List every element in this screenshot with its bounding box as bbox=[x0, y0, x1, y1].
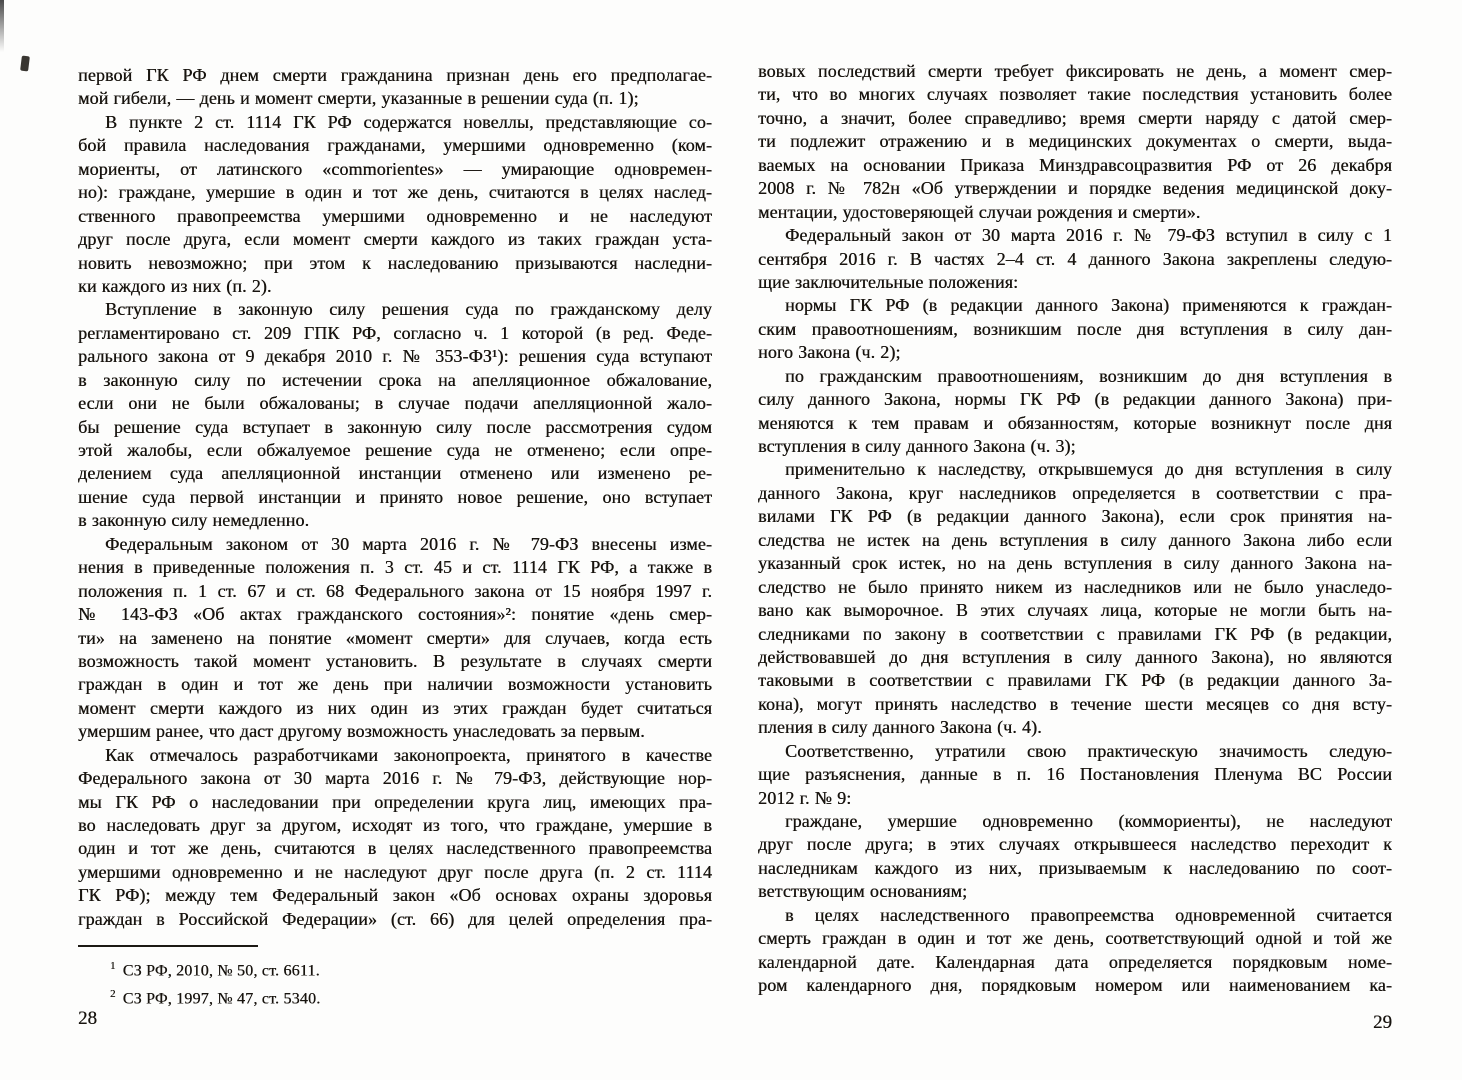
text-line: новить невозможно; при этом к наследованию призываются наследни- bbox=[78, 252, 712, 273]
text-line: ГК РФ); между тем Федеральный закон «Об основах охраны здоровья bbox=[78, 885, 712, 906]
text-line: возможность такой момент установить. В результате в случаях смерти bbox=[78, 650, 712, 671]
text-line: Соответственно, утратили свою практическую значимость следую- bbox=[785, 740, 1392, 761]
text-line: во наследовать друг за другом, исходят из того, что граждане, умершие в bbox=[78, 815, 712, 835]
text-line: ного Закона (ч. 2); bbox=[758, 342, 901, 363]
text-line: в законную силу по истечении срока на апелляционное обжалование, bbox=[78, 369, 712, 390]
text-line: ром календарного дня, порядковым номером или наименованием ка- bbox=[758, 975, 1392, 996]
text-line: Федерального закона от 30 марта 2016 г. № 79-ФЗ, действующие нор- bbox=[78, 768, 712, 789]
text-line: В пункте 2 ст. 1114 ГК РФ содержатся новеллы, представляющие со- bbox=[105, 111, 712, 132]
footnote-2 bbox=[78, 983, 712, 1011]
footnote-1 bbox=[78, 955, 712, 983]
text-line: первой ГК РФ днем смерти гражданина признан день его предполагае- bbox=[78, 65, 712, 85]
right-text-column bbox=[758, 60, 1392, 998]
text-line: следниками по закону в соответствии с правилами ГК РФ (в редакции, bbox=[758, 623, 1392, 644]
text-line: 2008 г. № 782н «Об утверждении и порядке ведения медицинской доку- bbox=[758, 178, 1392, 199]
text-line: Федеральным законом от 30 марта 2016 г. № 79-ФЗ внесены изме- bbox=[105, 533, 712, 554]
text-line: ки каждого из них (п. 2). bbox=[78, 275, 272, 296]
text-line: момент смерти каждого из них один из этих граждан будет считаться bbox=[78, 697, 712, 718]
text-line: данного Закона, круг наследников определяется в соответствии с пра- bbox=[758, 482, 1392, 503]
text-line: нения в приведенные положения п. 3 ст. 45 и ст. 1114 ГК РФ, а также в bbox=[78, 557, 712, 578]
text-line: друг после друга; в этих случаях открывшееся наследство переходит к bbox=[758, 834, 1392, 855]
page-number-right: 29 bbox=[1373, 1012, 1392, 1033]
footnote-block bbox=[78, 945, 712, 1011]
text-line: указанный срок истек, но на день вступления в силу данного Закона на- bbox=[758, 553, 1392, 574]
footnote-rule bbox=[78, 945, 258, 947]
text-line: ти подлежит отражению и в медицинских документах о смерти, выда- bbox=[758, 131, 1392, 152]
text-line: вано как выморочное. В этих случаях лица, которые не могли быть на- bbox=[758, 600, 1392, 621]
text-line: ти» на заменено на понятие «момент смерти» для случаев, когда есть bbox=[78, 627, 712, 648]
text-line: Федеральный закон от 30 марта 2016 г. № 79-ФЗ вступил в силу с 1 bbox=[785, 225, 1392, 246]
text-line: мой гибели, — день и момент смерти, указанные в решении суда (п. 1); bbox=[78, 88, 639, 109]
text-line: ственного правопреемства умершими одновременно и не наследуют bbox=[78, 205, 712, 226]
text-line: ваемых на основании Приказа Минздравсоцразвития РФ от 26 декабря bbox=[758, 154, 1392, 175]
scan-artifact-blob bbox=[20, 56, 30, 72]
text-line: смерть граждан в один и тот же день, соответствующий одной и той же bbox=[758, 928, 1392, 949]
text-line: граждане, умершие одновременно (коммориенты), не наследуют bbox=[785, 811, 1392, 831]
text-line: 2012 г. № 9: bbox=[758, 787, 852, 808]
text-line: мы ГК РФ о наследовании при определении круга лиц, имеющих пра- bbox=[78, 791, 712, 812]
text-line: № 143-ФЗ «Об актах гражданского состояния»²: понятие «день смер- bbox=[78, 604, 712, 625]
footnote-2-text: СЗ РФ, 1997, № 47, ст. 5340. bbox=[122, 990, 321, 1008]
text-line: нормы ГК РФ (в редакции данного Закона) применяются к граждан- bbox=[785, 295, 1392, 316]
text-line: меняются к тем правам и обязанностям, которые возникнут после дня bbox=[758, 412, 1392, 433]
text-line: ским правоотношениям, возникшим после дня вступления в силу дан- bbox=[758, 318, 1392, 339]
text-line: бой правила наследования гражданами, умершими одновременно (ком- bbox=[78, 135, 712, 156]
text-line: наследникам каждого из них, призываемым к наследованию по соот- bbox=[758, 857, 1392, 878]
text-line: пления в силу данного Закона (ч. 4). bbox=[758, 717, 1042, 738]
text-line: точно, а значит, более справедливо; время смерти наряду с датой смер- bbox=[758, 107, 1392, 128]
text-line: действовавшей до дня вступления в силу данного Закона), но являются bbox=[758, 646, 1392, 667]
left-text-column bbox=[78, 64, 712, 931]
text-line: рального закона от 9 декабря 2010 г. № 353-ФЗ¹): решения суда вступают bbox=[78, 346, 712, 367]
text-line: следство не было принято никем из наследников или не было унаследо- bbox=[758, 576, 1392, 597]
text-line: силу данного Закона, нормы ГК РФ (в редакции данного Закона) при- bbox=[758, 389, 1392, 410]
text-line: умершим ранее, что даст другому возможность унаследовать за первым. bbox=[78, 721, 645, 742]
text-line: делением суда апелляционной инстанции отменено или изменено ре- bbox=[78, 463, 712, 484]
text-line: календарной дате. Календарная дата определяется порядковым номе- bbox=[758, 951, 1392, 972]
text-line: кона), могут принять наследство в течение шести месяцев со дня всту- bbox=[758, 693, 1392, 714]
text-line: бы решение суда вступает в законную силу после рассмотрения судом bbox=[78, 416, 712, 437]
text-line: по гражданским правоотношениям, возникшим до дня вступления в bbox=[785, 365, 1392, 386]
footnote-1-text: СЗ РФ, 2010, № 50, ст. 6611. bbox=[122, 962, 320, 980]
page-right bbox=[758, 60, 1392, 998]
page-left bbox=[78, 64, 712, 1011]
text-line: таковыми в соответствии с правилами ГК РФ (в редакции данного За- bbox=[758, 670, 1392, 691]
text-line: друг после друга, если момент смерти каждого из таких граждан уста- bbox=[78, 229, 712, 250]
text-line: мориенты, от латинского «commorientes» — умирающие одновремен- bbox=[78, 158, 712, 179]
text-line: в целях наследственного правопреемства одновременной считается bbox=[785, 904, 1392, 925]
page-number-left: 28 bbox=[78, 1008, 97, 1029]
text-line: ти, что во многих случаях позволяет такие последствия установить более bbox=[758, 84, 1392, 105]
text-line: этой жалобы, если обжалуемое решение суда не отменено; если опре- bbox=[78, 440, 712, 460]
text-line: ментации, удостоверяющей случаи рождения и смерти». bbox=[758, 201, 1201, 222]
text-line: шение суда первой инстанции и принято новое решение, оно вступает bbox=[78, 486, 712, 507]
text-line: щие разъяснения, данные в п. 16 Постановления Пленума ВС России bbox=[758, 764, 1392, 785]
text-line: следства не истек на день вступления в силу данного Закона либо если bbox=[758, 529, 1392, 550]
text-line: вступления в силу данного Закона (ч. 3); bbox=[758, 436, 1076, 456]
text-line: умершими одновременно и не наследуют друг после друга (п. 2 ст. 1114 bbox=[78, 861, 712, 882]
text-line: Вступление в законную силу решения суда по гражданскому делу bbox=[105, 299, 712, 320]
text-line: в законную силу немедленно. bbox=[78, 510, 310, 531]
text-line: положения п. 1 ст. 67 и ст. 68 Федерального закона от 15 ноября 1997 г. bbox=[78, 580, 712, 601]
text-line: применительно к наследству, открывшемуся до дня вступления в силу bbox=[785, 459, 1392, 480]
text-line: регламентировано ст. 209 ГПК РФ, согласно ч. 1 которой (в ред. Феде- bbox=[78, 322, 712, 343]
footnote-2-marker: 2 bbox=[110, 988, 116, 1001]
text-line: сентября 2016 г. В частях 2–4 ст. 4 данного Закона закреплены следую- bbox=[758, 248, 1392, 269]
text-line: один и тот же день, считаются в целях наследственного правопреемства bbox=[78, 838, 712, 859]
text-line: Как отмечалось разработчиками законопроекта, принятого в качестве bbox=[105, 744, 712, 765]
text-line: щие заключительные положения: bbox=[758, 271, 1019, 292]
text-line: вовых последствий смерти требует фиксировать не день, а момент смер- bbox=[758, 61, 1392, 81]
text-line: граждан в один и тот же день при наличии возможности установить bbox=[78, 674, 712, 695]
text-line: если они не были обжалованы; в случае подачи апелляционной жало- bbox=[78, 393, 712, 414]
text-line: граждан в Российской Федерации» (ст. 66) для целей определения пра- bbox=[78, 908, 712, 929]
text-line: вилами ГК РФ (в редакции данного Закона), если срок принятия на- bbox=[758, 506, 1392, 527]
scan-artifact-edge bbox=[0, 0, 4, 52]
text-line: но): граждане, умершие в один и тот же день, считаются в целях наслед- bbox=[78, 182, 712, 203]
footnote-1-marker: 1 bbox=[110, 960, 116, 973]
text-line: ветствующим основаниям; bbox=[758, 881, 968, 902]
